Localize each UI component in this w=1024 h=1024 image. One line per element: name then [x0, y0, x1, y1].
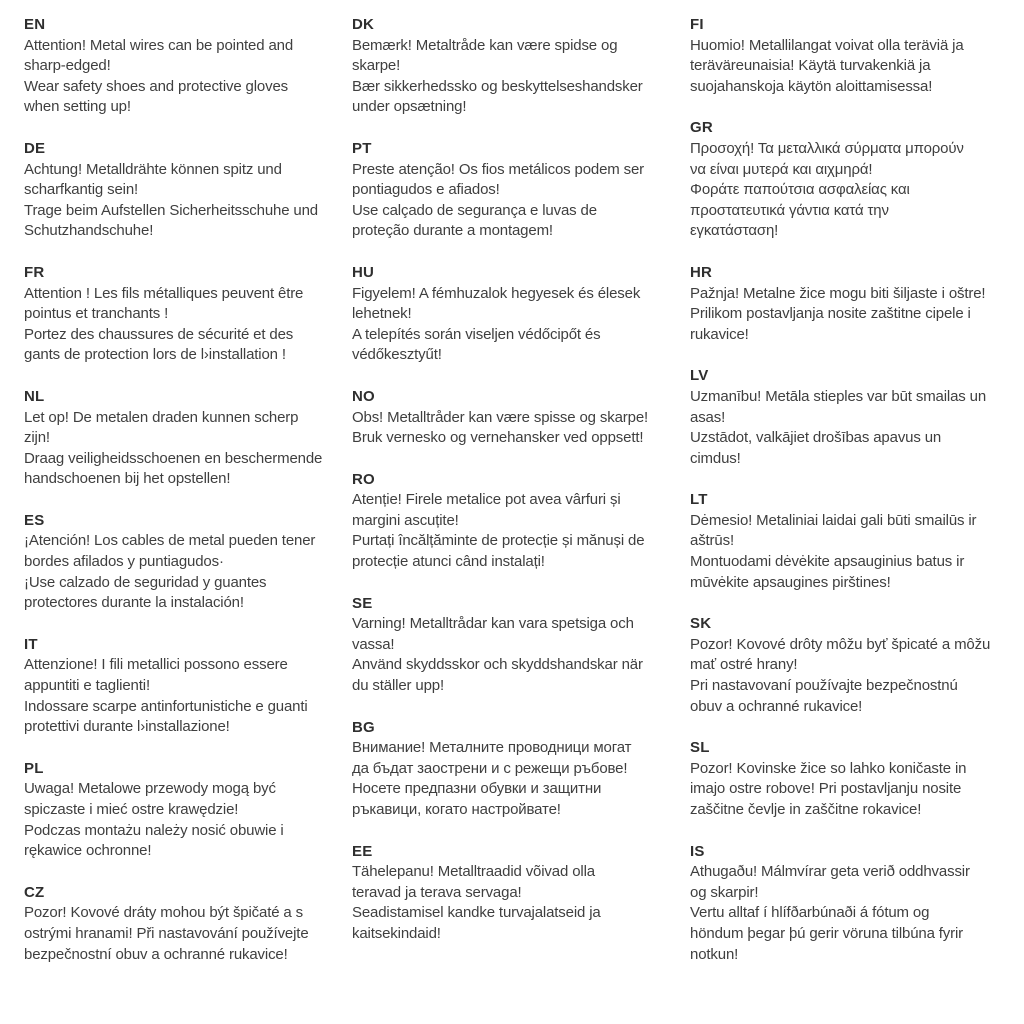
language-code-label: NO	[352, 387, 375, 405]
language-code-label: SE	[352, 594, 373, 612]
warning-line: skarpe!	[352, 57, 401, 75]
warning-column-left	[24, 15, 346, 986]
warning-line: teräväreunaisia! Käytä turvakenkiä ja	[690, 57, 931, 75]
warning-column-middle	[352, 15, 694, 966]
warning-line: Внимание! Металните проводници могат	[352, 739, 632, 757]
warning-line: Draag veiligheidsschoenen en beschermende	[24, 449, 323, 467]
warning-line: Pozor! Kovové drôty môžu byť špicaté a môžu	[690, 635, 991, 653]
warning-line: Uzmanību! Metāla stieples var būt smailas un	[690, 387, 987, 405]
language-block	[352, 470, 694, 573]
warning-line: lehetnek!	[352, 305, 412, 323]
warning-line: protecție atunci când instalați!	[352, 553, 545, 571]
language-block	[690, 842, 1020, 966]
warning-line: suojahanskoja käytön aloittamisessa!	[690, 77, 933, 95]
language-block	[352, 842, 694, 945]
warning-line: Bemærk! Metaltråde kan være spidse og	[352, 36, 618, 54]
warning-line: imajo ostre robove! Pri postavljanju nosite	[690, 780, 962, 798]
warning-line: εγκατάσταση!	[690, 222, 779, 240]
warning-line: Figyelem! A fémhuzalok hegyesek és élesek	[352, 284, 641, 302]
language-code-label: SK	[690, 615, 712, 633]
language-code-label: FR	[24, 263, 45, 281]
warning-line: Носете предпазни обувки и защитни	[352, 780, 602, 798]
language-block	[24, 759, 346, 862]
warning-line: Prilikom postavljanja nosite zaštitne cipele i	[690, 305, 971, 323]
language-code-label: IS	[690, 842, 705, 860]
language-code-label: DK	[352, 16, 375, 33]
warning-line: Pri nastavovaní používajte bezpečnostnú	[690, 677, 958, 695]
language-code-label: EE	[352, 842, 373, 860]
warning-line: Obs! Metalltråder kan være spisse og skarpe!	[352, 408, 649, 426]
warning-line: Attenzione! I fili metallici possono essere	[24, 656, 288, 674]
language-block	[690, 366, 1020, 469]
language-block	[24, 883, 346, 965]
warning-line: höndum þegar þú gerir vöruna tilbúna fyrir	[690, 924, 964, 942]
language-code-label: LT	[690, 491, 708, 509]
warning-line: Φοράτε παπούτσια ασφαλείας και	[690, 181, 910, 199]
warning-line: Attention ! Les fils métalliques peuvent être	[24, 284, 304, 302]
warning-line: protettivi durante l›installazione!	[24, 718, 230, 736]
language-code-label: EN	[24, 16, 46, 33]
warning-line: να είναι μυτερά και αιχμηρά!	[690, 160, 873, 178]
language-block	[690, 738, 1020, 820]
warning-line: Bruk vernesko og vernehansker ved oppsett!	[352, 429, 644, 447]
warning-line: zijn!	[24, 429, 50, 447]
warning-line: handschoenen bij het opstellen!	[24, 470, 231, 488]
language-block	[24, 635, 346, 738]
warning-line: asas!	[690, 408, 726, 426]
language-block	[690, 118, 1020, 242]
warning-line: vassa!	[352, 635, 395, 653]
language-block	[352, 594, 694, 697]
language-code-label: NL	[24, 387, 45, 405]
language-block	[352, 387, 694, 449]
language-block	[690, 263, 1020, 345]
warning-line: Preste atenção! Os fios metálicos podem ser	[352, 160, 645, 178]
language-code-label: PL	[24, 759, 44, 777]
warning-line: Tähelepanu! Metalltraadid võivad olla	[352, 863, 595, 881]
warning-line: teravad ja terava servaga!	[352, 883, 522, 901]
warning-line: védőkesztyűt!	[352, 346, 442, 364]
language-block	[24, 387, 346, 490]
warning-line: Montuodami dėvėkite apsauginius batus ir	[690, 553, 965, 571]
language-block	[352, 15, 694, 118]
warning-line: when setting up!	[24, 98, 131, 116]
warning-line: Portez des chaussures de sécurité et des	[24, 325, 294, 343]
language-block	[352, 718, 694, 821]
warning-line: mať ostré hrany!	[690, 656, 798, 674]
warning-line: Bær sikkerhedssko og beskyttelseshandsker	[352, 77, 643, 95]
warning-line: Pozor! Kovinske žice so lahko koničaste in	[690, 759, 967, 777]
warning-line: ¡Atención! Los cables de metal pueden tener	[24, 532, 316, 550]
warning-line: Trage beim Aufstellen Sicherheitsschuhe und	[24, 201, 319, 219]
language-code-label: ES	[24, 511, 45, 529]
warning-line: Uzstādot, valkājiet drošības apavus un	[690, 429, 942, 447]
warning-line: ostrými hranami! Při nastavování používejte	[24, 924, 309, 942]
language-code-label: BG	[352, 718, 375, 736]
warning-line: Atenție! Firele metalice pot avea vârfuri și	[352, 491, 621, 509]
warning-line: Purtați încălțăminte de protecție și mănuși de	[352, 532, 645, 550]
language-code-label: PT	[352, 139, 372, 157]
warning-line: προστατευτικά γάντια κατά την	[690, 201, 889, 219]
language-code-label: HU	[352, 263, 375, 281]
warning-line: rękawice ochronne!	[24, 842, 152, 860]
warning-line: Varning! Metalltrådar kan vara spetsiga och	[352, 615, 634, 633]
warning-line: aštrūs!	[690, 532, 734, 550]
warning-line: kaitsekindaid!	[352, 924, 441, 942]
language-block	[352, 139, 694, 242]
warning-line: bordes afilados y puntiagudos·	[24, 553, 224, 571]
warning-line: proteção durante a montagem!	[352, 222, 553, 240]
warning-line: appuntiti e taglienti!	[24, 677, 150, 695]
warning-line: protectores durante la instalación!	[24, 594, 244, 612]
warning-line: Uwaga! Metalowe przewody mogą być	[24, 780, 276, 798]
language-block	[24, 139, 346, 242]
warning-line: Let op! De metalen draden kunnen scherp	[24, 408, 299, 426]
warning-line: Pozor! Kovové dráty mohou být špičaté a s	[24, 904, 303, 922]
language-code-label: HR	[690, 263, 713, 281]
warning-column-right	[690, 15, 1020, 986]
warning-line: Achtung! Metalldrähte können spitz und	[24, 160, 282, 178]
warning-line: rukavice!	[690, 325, 749, 343]
warning-line: ¡Use calzado de seguridad y guantes	[24, 573, 267, 591]
warning-line: pontiagudos e afiados!	[352, 181, 500, 199]
language-code-label: RO	[352, 470, 375, 488]
language-code-label: DE	[24, 139, 46, 157]
warning-line: Athugaðu! Málmvírar geta verið oddhvassir	[690, 863, 970, 881]
warning-line: Attention! Metal wires can be pointed and	[24, 36, 294, 54]
warning-line: scharfkantig sein!	[24, 181, 139, 199]
warning-line: pointus et tranchants !	[24, 305, 169, 323]
language-block	[24, 263, 346, 366]
warning-line: sharp-edged!	[24, 57, 111, 75]
language-code-label: LV	[690, 367, 709, 385]
warning-line: Dėmesio! Metaliniai laidai gali būti smailūs ir	[690, 511, 977, 529]
warning-line: Huomio! Metallilangat voivat olla teräviä ja	[690, 36, 964, 54]
warning-line: Vertu alltaf í hlífðarbúnaði á fótum og	[690, 904, 930, 922]
warning-line: Pažnja! Metalne žice mogu biti šiljaste i oštre!	[690, 284, 986, 302]
language-code-label: IT	[24, 635, 38, 653]
language-code-label: GR	[690, 119, 713, 137]
warning-line: cimdus!	[690, 449, 741, 467]
warning-line: Schutzhandschuhe!	[24, 222, 154, 240]
warning-line: margini ascuțite!	[352, 511, 459, 529]
language-block	[690, 614, 1020, 717]
warning-line: og skarpir!	[690, 883, 759, 901]
language-code-label: FI	[690, 16, 704, 33]
warning-line: under opsætning!	[352, 98, 467, 116]
warning-line: Podczas montażu należy nosić obuwie i	[24, 821, 284, 839]
warning-line: du ställer upp!	[352, 677, 444, 695]
language-code-label: SL	[690, 739, 710, 757]
warning-line: bezpečnostní obuv a ochranné rukavice!	[24, 945, 288, 963]
language-block	[352, 263, 694, 366]
warning-line: Προσοχή! Τα μεταλλικά σύρματα μπορούν	[690, 139, 964, 157]
warning-line: mūvėkite apsaugines pirštines!	[690, 573, 891, 591]
language-block	[690, 15, 1020, 97]
warning-line: notkun!	[690, 945, 739, 963]
warning-line: Använd skyddsskor och skyddshandskar när	[352, 656, 643, 674]
warning-line: да бъдат заострени и с режещи ръбове!	[352, 759, 628, 777]
language-block	[24, 511, 346, 614]
warning-line: Seadistamisel kandke turvajalatseid ja	[352, 904, 601, 922]
warning-line: Use calçado de segurança e luvas de	[352, 201, 597, 219]
warning-line: Indossare scarpe antinfortunistiche e guanti	[24, 697, 308, 715]
warning-line: gants de protection lors de l›installation !	[24, 346, 286, 364]
warning-line: spiczaste i mieć ostre krawędzie!	[24, 801, 239, 818]
language-block	[24, 15, 346, 118]
warning-line: obuv a ochranné rukavice!	[690, 697, 863, 715]
warning-line: ръкавици, когато настройвате!	[352, 801, 561, 818]
warning-line: Wear safety shoes and protective gloves	[24, 77, 289, 95]
warning-line: A telepítés során viseljen védőcipőt és	[352, 325, 601, 343]
language-block	[690, 490, 1020, 593]
language-code-label: CZ	[24, 883, 45, 901]
warning-line: zaščitne čevlje in zaščitne rokavice!	[690, 801, 922, 818]
